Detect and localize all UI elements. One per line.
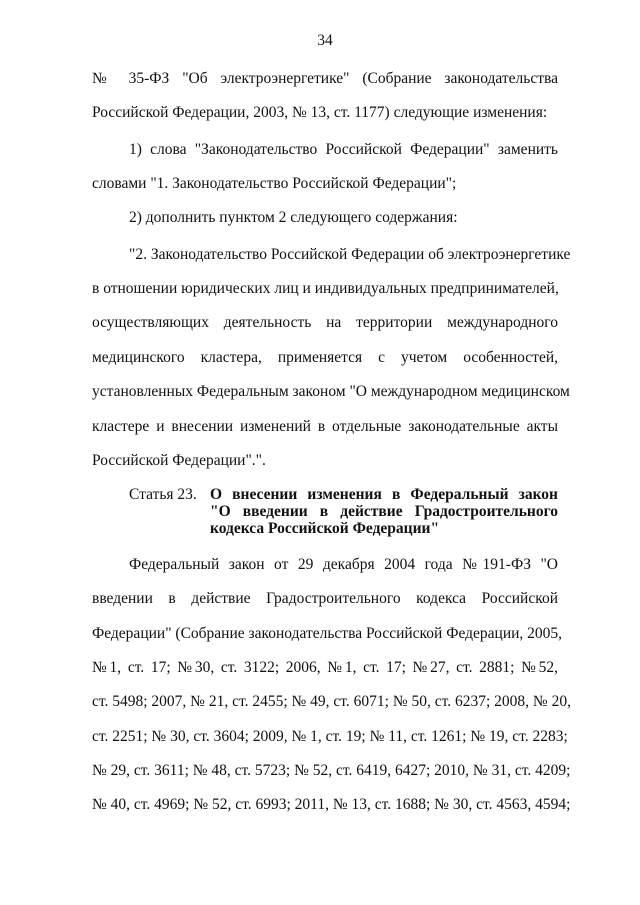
paragraph-line: установленных Федеральным законом "О международном медицинском — [92, 383, 570, 400]
paragraph-line: ст. 2251; № 30, ст. 3604; 2009, № 1, ст. 19; № 11, ст. 1261; № 19, ст. 2283; — [92, 728, 568, 745]
article-title-line: "О введении в действие Градостроительного — [210, 503, 558, 520]
paragraph-line: Федеральный закон от 29 декабря 2004 года №191-ФЗ "О — [129, 556, 558, 573]
paragraph-line: введении в действие Градостроительного кодекса Российской — [92, 590, 558, 607]
paragraph-line: в отношении юридических лиц и индивидуальных предпринимателей, — [92, 280, 559, 297]
paragraph-line: 1) слова "Законодательство Российской Федерации" заменить — [129, 141, 558, 158]
page-number: 34 — [317, 32, 333, 49]
paragraph-line: Федерации" (Собрание законодательства Российской Федерации, 2005, — [92, 625, 563, 642]
article-label: Статья 23. — [129, 486, 197, 503]
paragraph-line: осуществляющих деятельность на территории международного — [92, 314, 558, 331]
paragraph-line: № 29, ст. 3611; № 48, ст. 5723; № 52, ст. 6419, 6427; 2010, № 31, ст. 4209; — [92, 762, 571, 779]
paragraph-line: кластере и внесении изменений в отдельные законодательные акты — [92, 418, 558, 435]
paragraph-line: Российской Федерации, 2003, № 13, ст. 1177) следующие изменения: — [92, 104, 548, 121]
paragraph-line: медицинского кластера, применяется с учетом особенностей, — [92, 349, 558, 366]
article-title — [210, 486, 558, 537]
article-title-line: кодекса Российской Федерации" — [210, 520, 440, 537]
paragraph-line: "2. Законодательство Российской Федерации об электроэнергетике — [129, 246, 571, 263]
paragraph-line: словами "1. Законодательство Российской Федерации"; — [92, 175, 457, 192]
paragraph-line: ст. 5498; 2007, № 21, ст. 2455; № 49, ст. 6071; № 50, ст. 6237; 2008, № 20, — [92, 693, 571, 710]
paragraph-line: №1, ст. 17; №30, ст. 3122; 2006, №1, ст. 17; №27, ст. 2881; №52, — [92, 659, 558, 676]
paragraph-line: № 40, ст. 4969; № 52, ст. 6993; 2011, № 13, ст. 1688; № 30, ст. 4563, 4594; — [92, 796, 571, 813]
paragraph-line: № 35-ФЗ "Об электроэнергетике" (Собрание законодательства — [92, 70, 558, 87]
paragraph-line: Российской Федерации".". — [92, 452, 266, 469]
paragraph-line: 2) дополнить пунктом 2 следующего содержания: — [129, 209, 458, 226]
article-title-line: О внесении изменения в Федеральный закон — [210, 486, 558, 503]
